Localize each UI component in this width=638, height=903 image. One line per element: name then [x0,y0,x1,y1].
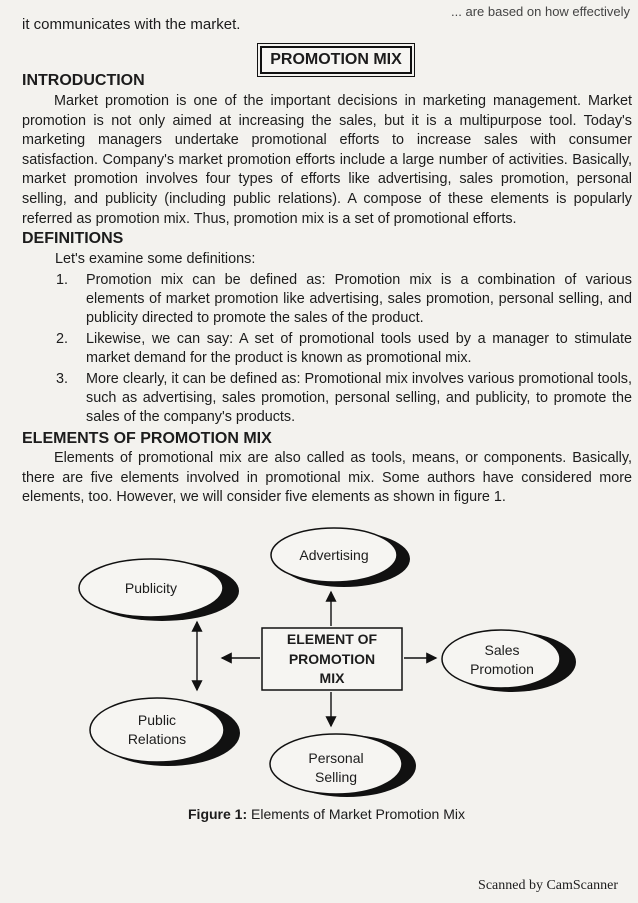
elements-text: Elements of promotional mix are also called as tools, means, or components. Basically, there are five elements involved in promotional mix. Some authors have considered more elements, too. However, we will consider five elements as shown in figure 1. [22,450,632,506]
caption-label: Figure 1: [188,806,248,822]
previous-page-fragment: it communicates with the market. [22,16,241,33]
definition-text: Likewise, we can say: A set of promotional tools used by a manager to stimulate market demand for the product is known as promotional mix. [86,331,632,366]
definition-number: 2. [56,331,69,347]
personal-selling-line: Selling [314,769,358,785]
center-label-line: ELEMENT OF [286,631,378,647]
center-label [262,630,402,689]
public-relations-label [96,711,218,749]
introduction-heading: INTRODUCTION [22,72,145,89]
personal-selling-line: Personal [308,750,364,766]
scanner-watermark: Scanned by CamScanner [478,878,618,893]
personal-selling-label [274,749,398,787]
advertising-label: Advertising [299,547,369,563]
definition-text: More clearly, it can be defined as: Promotional mix involves various promotional tools, such as advertising, sales promotion, personal selling, and publicity, to promote the sales of the company's products. [86,371,632,425]
definitions-heading: DEFINITIONS [22,230,124,247]
center-label-line: PROMOTION [288,650,376,667]
figure-caption [188,806,465,822]
introduction-text: Market promotion is one of the important decisions in marketing management. Market promotion is not only aimed at increasing the sales, but it is a multipurpose tool. Today's marketing managers undertake promotional efforts to increase sales with consumer satisfaction. Company's market promotion efforts include a large number of activities. Basically, market promotion involves four types of efforts like advertising, sales promotion, personal selling, and publicity (including public relations). A compose of these elements is popularly referred as promotion mix. Thus, promotion mix is a set of promotional efforts. [22,93,632,227]
sales-promotion-line: Sales [484,642,520,658]
definitions-lead: Let's examine some definitions: [55,251,256,267]
publicity-label: Publicity [124,580,178,596]
definition-number: 1. [56,272,69,288]
center-label-line: MIX [319,670,345,686]
sales-promotion-line: Promotion [470,661,534,677]
public-relations-line: Public [137,712,177,728]
page-title: PROMOTION MIX [260,46,412,74]
definition-text: Promotion mix can be defined as: Promotion mix is a combination of various elements of market promotion like advertising, sales promotion, personal selling, and publicity directed to promote the sales of the product. [86,272,632,326]
previous-page-fragment-right: ... are based on how effectively [451,4,630,19]
definition-number: 3. [56,371,69,387]
sales-promotion-label [446,641,558,679]
caption-text: Elements of Market Promotion Mix [251,806,465,822]
public-relations-line: Relations [127,731,187,747]
elements-heading: ELEMENTS OF PROMOTION MIX [22,430,272,447]
